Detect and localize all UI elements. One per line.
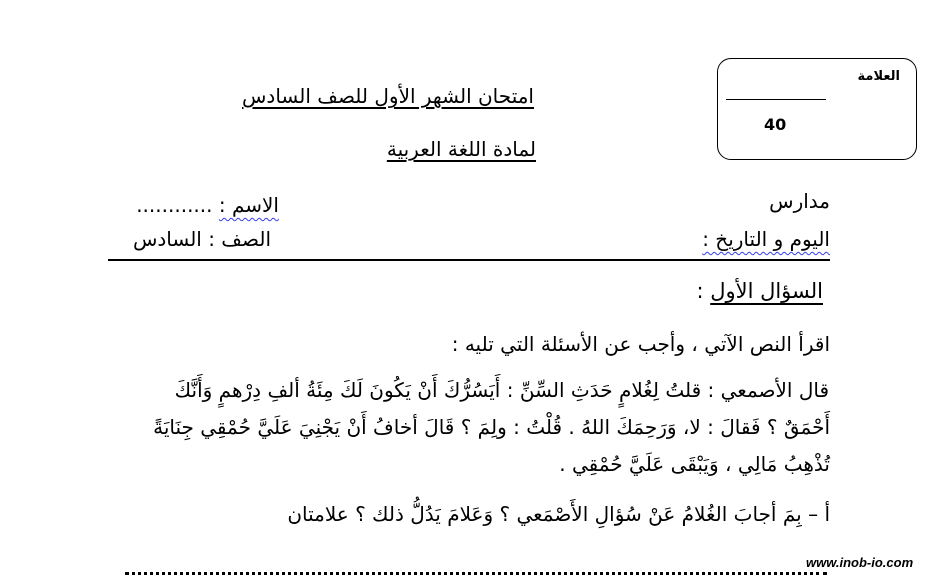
watermark: www.inob-io.com (806, 555, 914, 570)
divider (108, 259, 830, 261)
exam-title: امتحان الشهر الأول للصف السادس (242, 84, 534, 108)
question-heading-text: السؤال الأول (710, 279, 823, 303)
passage-line: تُذْهِبُ مَالِي ، وَيَبْقَى عَلَيَّ حُمْقِي . (559, 452, 830, 476)
grade-value: 40 (764, 115, 787, 134)
exam-subject: لمادة اللغة العربية (386, 137, 536, 161)
grade-line (726, 99, 826, 100)
name-label: الاسم : (218, 193, 279, 217)
answer-dots (125, 572, 827, 575)
name-line (136, 193, 279, 217)
passage-line: أَحْمَقٌ ؟ فَقالَ : لا، وَرَحِمَكَ اللهُ . قُلْتُ : ولِمَ ؟ قَالَ أخافُ أَنْ يَجْنِيَ عَلَيَّ حُمْقِي جِنَايَةً (153, 415, 830, 439)
instruction: اقرأ النص الآتي ، وأجب عن الأسئلة التي تليه : (451, 332, 830, 356)
name-dots: ............ (136, 193, 213, 217)
question-heading (696, 279, 823, 303)
date-label: اليوم و التاريخ : (702, 227, 830, 251)
grade-box (717, 58, 917, 160)
question-heading-colon: : (696, 279, 711, 303)
class-label: الصف : السادس (132, 227, 271, 251)
date-line (702, 227, 830, 251)
passage-line: قال الأصمعي : قلتُ لِغُلامٍ حَدَثِ السِّنِّ : أَيَسُرُّكَ أَنْ يَكُونَ لَكَ مِئَةُ ألفِ دِرْهمٍ وَأَنَّكَ (174, 378, 829, 402)
schools-label: مدارس (769, 189, 830, 213)
question-a: أ – بِمَ أجابَ الغُلامُ عَنْ سُؤالِ الأَصْمَعي ؟ وَعَلامَ يَدُلُّ ذلك ؟ علامتان (287, 502, 830, 526)
grade-label: العلامة (857, 69, 900, 84)
